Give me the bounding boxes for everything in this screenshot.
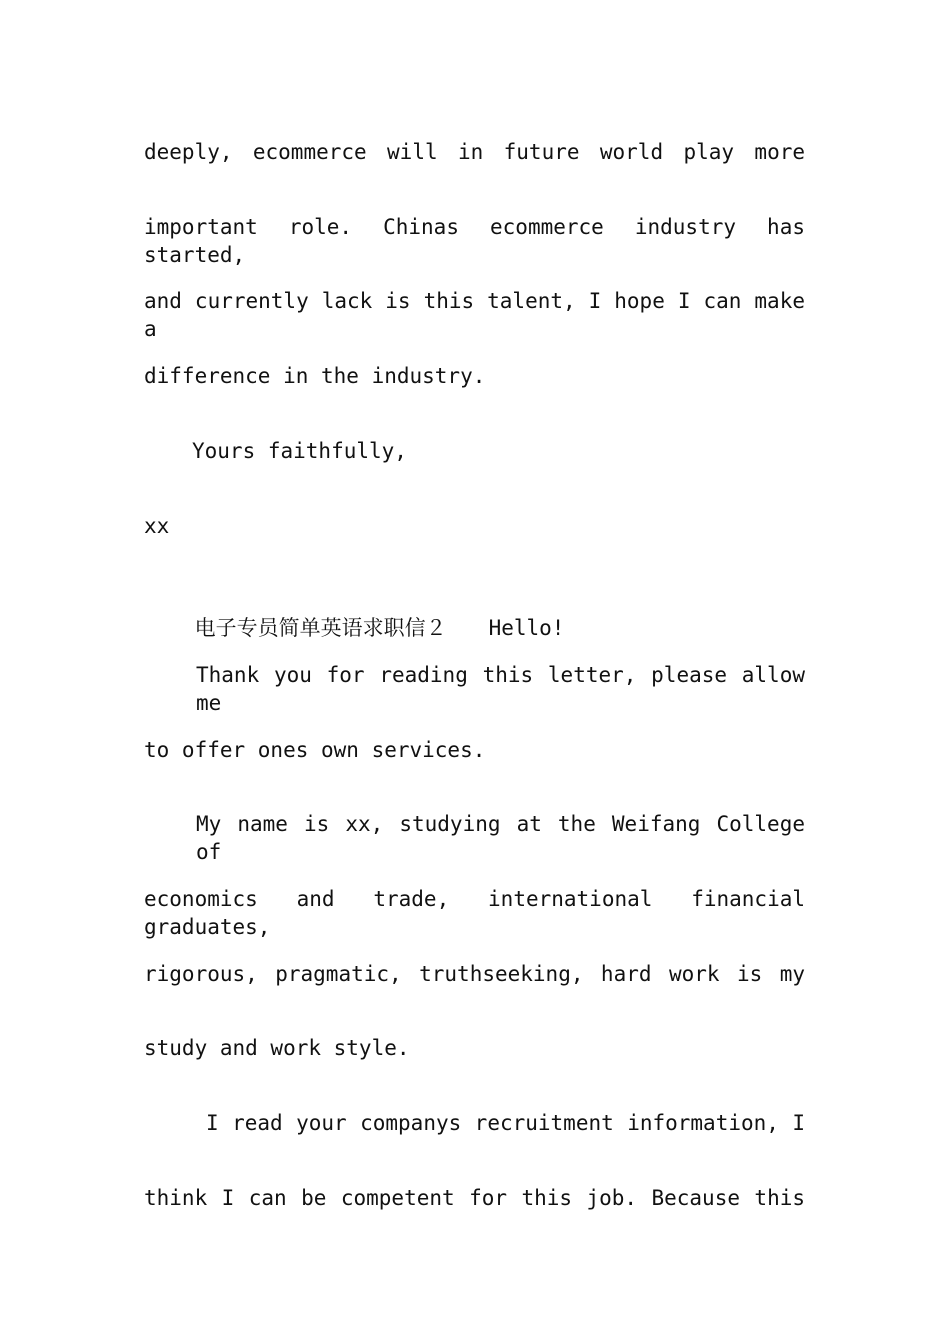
body-line: Thank you for reading this letter, please allow me	[196, 663, 805, 715]
body-line: I read your companys recruitment information, I	[206, 1111, 805, 1135]
body-line: economics and trade, international financial graduates,	[144, 887, 805, 939]
signature-line: xx	[144, 514, 170, 538]
section-title: 电子专员简单英语求职信２	[194, 616, 447, 640]
body-line: and currently lack is this talent, I hope I can make a	[144, 289, 805, 341]
body-line: to offer ones own services.	[144, 738, 486, 762]
closing-line: Yours faithfully,	[192, 439, 407, 463]
section-heading	[144, 586, 805, 670]
body-line: My name is xx, studying at the Weifang College of	[196, 812, 805, 864]
body-line: think I can be competent for this job. Because this	[144, 1186, 805, 1210]
body-line: difference in the industry.	[144, 364, 486, 388]
greeting: Hello!	[488, 616, 565, 640]
body-line: important role. Chinas ecommerce industry has started,	[144, 215, 805, 267]
body-line: rigorous, pragmatic, truthseeking, hard work is my	[144, 962, 805, 986]
body-line: study and work style.	[144, 1036, 410, 1060]
body-line: deeply, ecommerce will in future world play more	[144, 140, 805, 164]
